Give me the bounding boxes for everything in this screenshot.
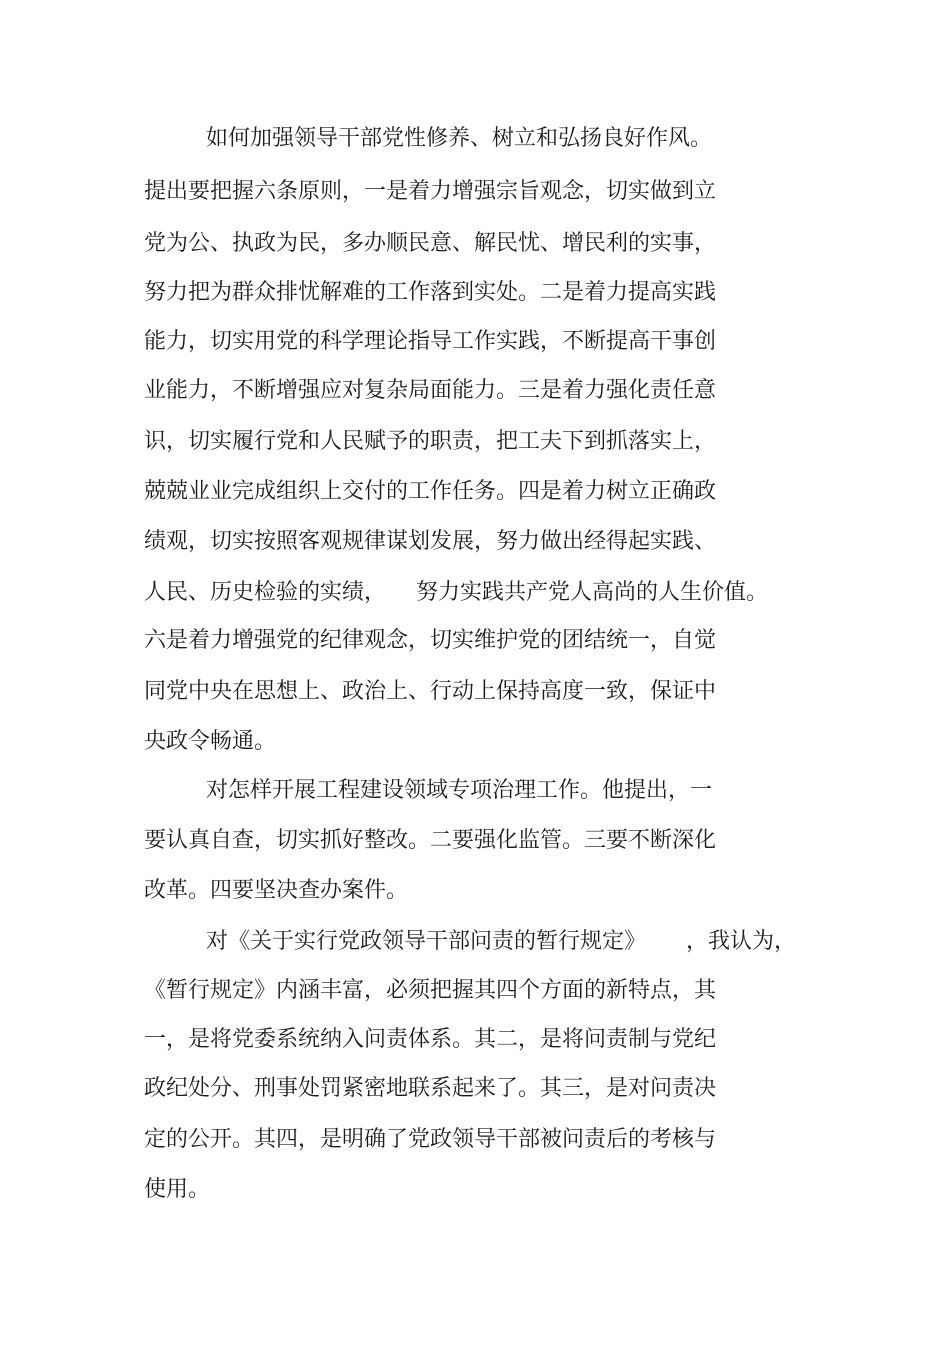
line-text-part-2: ，我认为， bbox=[686, 929, 797, 954]
line-text: 六是着力增强党的纪律观念，切实维护党的团结统一，自觉 bbox=[144, 628, 717, 653]
line-text: 如何加强领导干部党性修养、树立和弘扬良好作风。 bbox=[206, 126, 713, 151]
line-text: 同党中央在思想上、政治上、行动上保持高度一致，保证中 bbox=[144, 679, 717, 704]
line-text: 定的公开。其四，是明确了党政领导干部被问责后的考核与 bbox=[144, 1127, 717, 1152]
paragraph-1-line-1 bbox=[206, 124, 712, 154]
line-text: 党为公、执政为民，多办顺民意、解民忧、增民利的实事， bbox=[144, 231, 717, 256]
paragraph-2-line-2 bbox=[144, 229, 716, 259]
paragraph-2-line-8 bbox=[144, 527, 716, 557]
line-text-part-1: 对《关于实行党政领导干部问责的暂行规定》 bbox=[206, 929, 647, 954]
line-text: 努力把为群众排忧解难的工作落到实处。二是着力提高实践 bbox=[144, 280, 717, 305]
paragraph-3-line-1 bbox=[206, 776, 712, 806]
line-text-part-1: 人民、历史检验的实绩， bbox=[144, 580, 387, 605]
paragraph-2-line-6 bbox=[144, 427, 716, 457]
line-text: 识，切实履行党和人民赋予的职责，把工夫下到抓落实上， bbox=[144, 429, 717, 454]
paragraph-3-line-3 bbox=[144, 876, 408, 906]
paragraph-2-line-10 bbox=[144, 626, 716, 656]
paragraph-4-line-6 bbox=[144, 1175, 210, 1205]
paragraph-2-line-1 bbox=[144, 177, 716, 207]
line-text: 一，是将党委系统纳入问责体系。其二，是将问责制与党纪 bbox=[144, 1027, 717, 1052]
line-text: 央政令畅通。 bbox=[144, 729, 277, 754]
paragraph-2-line-11 bbox=[144, 677, 716, 707]
paragraph-2-line-12 bbox=[144, 727, 276, 757]
line-text: 能力，切实用党的科学理论指导工作实践，不断提高干事创 bbox=[144, 329, 717, 354]
line-text: 绩观，切实按照客观规律谋划发展，努力做出经得起实践、 bbox=[144, 529, 717, 554]
line-text: 政纪处分、刑事处罚紧密地联系起来了。其三，是对问责决 bbox=[144, 1076, 717, 1101]
line-text: 使用。 bbox=[144, 1177, 211, 1202]
paragraph-4-line-2 bbox=[144, 976, 716, 1006]
paragraph-4-line-3 bbox=[144, 1025, 716, 1055]
line-text: 提出要把握六条原则，一是着力增强宗旨观念，切实做到立 bbox=[144, 179, 717, 204]
line-text: 对怎样开展工程建设领域专项治理工作。他提出，一 bbox=[206, 778, 713, 803]
paragraph-2-line-5 bbox=[144, 376, 716, 406]
line-text-part-2: 努力实践共产党人高尚的人生价值。 bbox=[416, 580, 769, 605]
line-text: 《暂行规定》内涵丰富，必须把握其四个方面的新特点，其 bbox=[144, 978, 717, 1003]
line-text: 兢兢业业完成组织上交付的工作任务。四是着力树立正确政 bbox=[144, 479, 717, 504]
paragraph-2-line-4 bbox=[144, 327, 716, 357]
line-text: 业能力，不断增强应对复杂局面能力。三是着力强化责任意 bbox=[144, 378, 717, 403]
paragraph-4-line-4 bbox=[144, 1074, 716, 1104]
paragraph-2-line-9 bbox=[144, 578, 768, 608]
line-text: 要认真自查，切实抓好整改。二要强化监管。三要不断深化 bbox=[144, 828, 717, 853]
paragraph-2-line-3 bbox=[144, 278, 716, 308]
paragraph-2-line-7 bbox=[144, 477, 716, 507]
paragraph-4-line-1 bbox=[206, 927, 796, 957]
line-text: 改革。四要坚决查办案件。 bbox=[144, 878, 409, 903]
paragraph-3-line-2 bbox=[144, 826, 716, 856]
paragraph-4-line-5 bbox=[144, 1125, 716, 1155]
